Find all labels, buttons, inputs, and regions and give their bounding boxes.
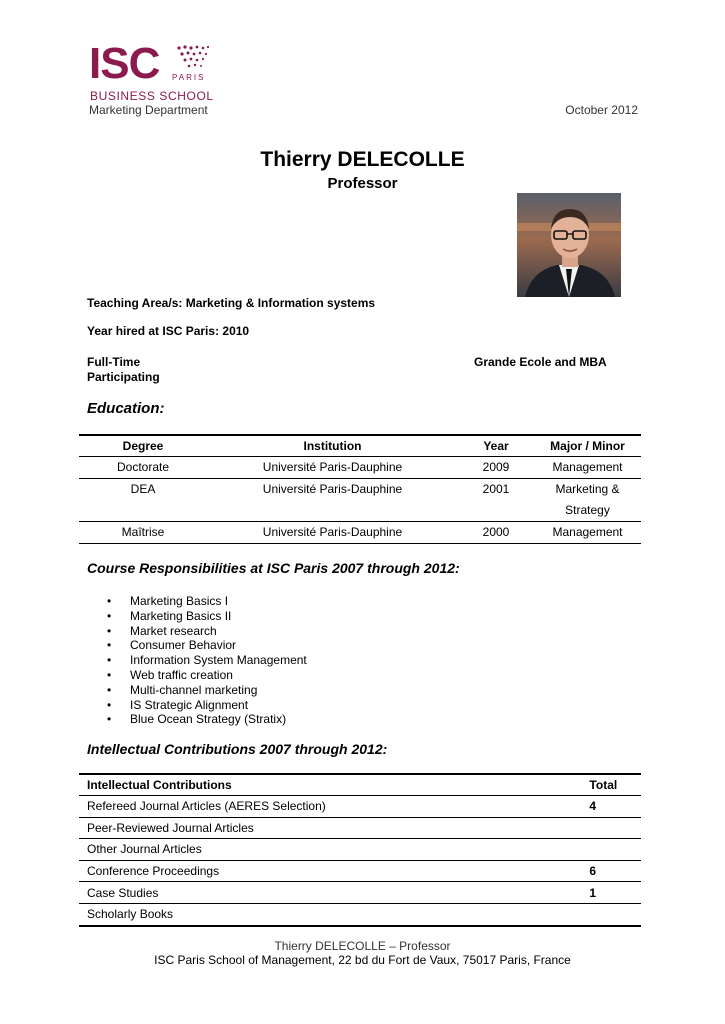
course-name: Marketing Basics II — [130, 608, 232, 623]
department-label: Marketing Department — [89, 103, 208, 117]
list-item — [107, 653, 307, 668]
institution-cell: Université Paris-Dauphine — [207, 457, 458, 479]
course-list — [107, 594, 307, 727]
bullet-icon: • — [107, 623, 112, 638]
logo-dots-icon — [175, 44, 211, 74]
contribution-total — [589, 817, 641, 839]
professor-title: Professor — [327, 175, 398, 192]
table-row — [79, 882, 641, 904]
major-line: Marketing & — [555, 482, 620, 496]
column-header: Year — [458, 435, 534, 457]
course-name: IS Strategic Alignment — [130, 697, 249, 712]
course-name: Blue Ocean Strategy (Stratix) — [130, 712, 287, 727]
table-row — [79, 903, 641, 925]
bullet-icon: • — [107, 653, 112, 668]
contribution-label: Other Journal Articles — [79, 839, 589, 861]
course-name: Information System Management — [130, 653, 307, 668]
bullet-icon: • — [107, 712, 112, 727]
list-item — [107, 609, 307, 624]
logo-business-school-text: BUSINESS SCHOOL — [90, 89, 214, 103]
footer-author: Thierry DELECOLLE – Professor — [274, 939, 451, 953]
list-item — [107, 594, 307, 609]
degree-cell: Maîtrise — [79, 522, 207, 544]
year-cell: 2001 — [458, 479, 534, 522]
education-table — [79, 434, 641, 544]
course-name: Market research — [130, 623, 217, 638]
list-item — [107, 698, 307, 713]
major-cell — [534, 479, 641, 522]
contribution-label: Conference Proceedings — [79, 860, 589, 882]
logo-wordmark: ISC — [89, 39, 160, 88]
list-item — [107, 712, 307, 727]
footer-address: ISC Paris School of Management, 22 bd du Fort de Vaux, 75017 Paris, France — [154, 953, 571, 967]
year-hired: Year hired at ISC Paris: 2010 — [87, 324, 250, 338]
table-header-row — [79, 435, 641, 457]
course-name: Web traffic creation — [130, 667, 233, 682]
table-row — [79, 479, 641, 522]
table-row — [79, 860, 641, 882]
contribution-label: Peer-Reviewed Journal Articles — [79, 817, 589, 839]
table-row — [79, 817, 641, 839]
column-header: Intellectual Contributions — [79, 774, 589, 796]
logo-paris-text: PARIS — [172, 73, 206, 82]
education-heading: Education: — [87, 400, 165, 417]
list-item — [107, 638, 307, 653]
column-header: Degree — [79, 435, 207, 457]
portrait-image — [517, 193, 621, 297]
year-cell: 2000 — [458, 522, 534, 544]
programs: Grande Ecole and MBA — [474, 355, 607, 369]
major-line: Strategy — [565, 503, 610, 517]
degree-cell: DEA — [79, 479, 207, 522]
status-participating: Participating — [87, 370, 160, 384]
contribution-total: 4 — [589, 796, 641, 818]
column-header: Total — [589, 774, 641, 796]
isc-paris-logo — [89, 39, 214, 104]
status-full-time: Full-Time — [87, 355, 141, 369]
list-item — [107, 624, 307, 639]
table-header-row — [79, 774, 641, 796]
year-cell: 2009 — [458, 457, 534, 479]
bullet-icon: • — [107, 697, 112, 712]
column-header: Major / Minor — [534, 435, 641, 457]
bullet-icon: • — [107, 638, 112, 653]
contribution-total — [589, 839, 641, 861]
bullet-icon: • — [107, 682, 112, 697]
bullet-icon: • — [107, 667, 112, 682]
table-row — [79, 796, 641, 818]
list-item — [107, 683, 307, 698]
contribution-label: Case Studies — [79, 882, 589, 904]
column-header: Institution — [207, 435, 458, 457]
table-row — [79, 457, 641, 479]
course-name: Consumer Behavior — [130, 638, 237, 653]
contribution-label: Refereed Journal Articles (AERES Selection) — [79, 796, 589, 818]
table-row — [79, 522, 641, 544]
course-name: Multi-channel marketing — [130, 682, 258, 697]
degree-cell: Doctorate — [79, 457, 207, 479]
teaching-area: Teaching Area/s: Marketing & Information systems — [87, 296, 376, 310]
document-date: October 2012 — [565, 103, 638, 117]
institution-cell: Université Paris-Dauphine — [207, 522, 458, 544]
table-row — [79, 839, 641, 861]
contribution-label: Scholarly Books — [79, 903, 589, 925]
contribution-total: 1 — [589, 882, 641, 904]
contribution-total: 6 — [589, 860, 641, 882]
professor-photo — [517, 193, 621, 297]
contributions-table — [79, 773, 641, 927]
major-cell: Management — [534, 457, 641, 479]
institution-cell: Université Paris-Dauphine — [207, 479, 458, 522]
bullet-icon: • — [107, 594, 112, 608]
list-item — [107, 668, 307, 683]
course-name: Marketing Basics I — [130, 594, 229, 608]
bullet-icon: • — [107, 608, 112, 623]
professor-name: Thierry DELECOLLE — [260, 148, 465, 171]
contribution-total — [589, 903, 641, 925]
contributions-heading: Intellectual Contributions 2007 through 2012: — [87, 741, 388, 757]
courses-heading: Course Responsibilities at ISC Paris 2007 through 2012: — [87, 560, 460, 576]
major-cell: Management — [534, 522, 641, 544]
